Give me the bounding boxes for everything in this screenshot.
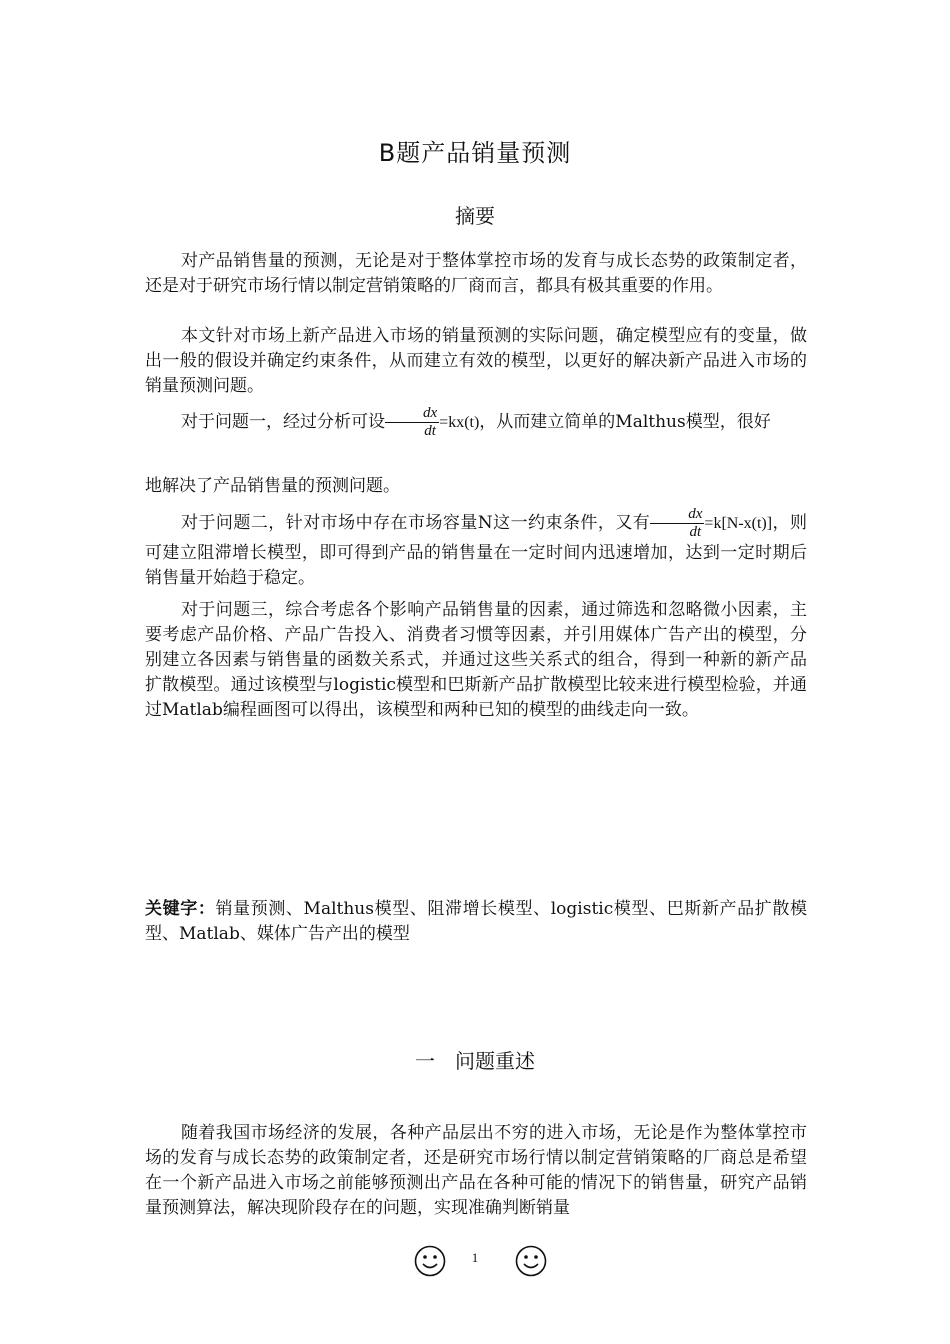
smiley-icon: [414, 1244, 446, 1278]
derivative-equation-1: [385, 405, 439, 440]
page-number: 1: [471, 1250, 479, 1265]
abstract-paragraph-1: 对产品销售量的预测，无论是对于整体掌控市场的发育与成长态势的政策制定者，还是对于研究市场行情以制定营销策略的厂商而言，都具有极其重要的作用。: [145, 251, 807, 296]
abstract-paragraph-3-line2: 地解决了产品销售量的预测问题。: [145, 476, 400, 496]
keywords: [145, 897, 807, 947]
page-footer: [0, 1244, 950, 1280]
paper-title: B题产品销量预测: [378, 139, 572, 167]
smiley-icon: [515, 1244, 547, 1278]
abstract-heading: 摘要: [455, 204, 495, 228]
section-1-paragraph-1: 随着我国市场经济的发展，各种产品层出不穷的进入市场，无论是作为整体掌控市场的发育与成长态势的政策制定者，还是研究市场行情以制定营销策略的厂商总是希望在一个新产品进入市场之前能够预测出产品在各种可能的情况下的销售量，研究产品销量预测算法，解决现阶段存在的问题，实现准确判断销量: [145, 1123, 807, 1218]
keywords-label: 关键字：: [145, 899, 216, 919]
eq1-rhs: =kx(t): [439, 414, 480, 431]
derivative-equation-2: [650, 506, 704, 541]
p3-text-after: ，从而建立简单的Malthus模型，很好: [479, 412, 771, 432]
abstract-paragraph-2: 本文针对市场上新产品进入市场的销量预测的实际问题，确定模型应有的变量，做出一般的假设并确定约束条件，从而建立有效的模型，以更好的解决新产品进入市场的销量预测问题。: [145, 326, 807, 396]
p3-text-before: 对于问题一，经过分析可设: [181, 412, 385, 432]
eq1-numerator: dx: [385, 405, 439, 423]
p4-text-before: 对于问题二，针对市场中存在市场容量N这一约束条件，又有: [181, 513, 651, 533]
abstract-paragraph-3: [145, 400, 807, 445]
section-1-heading: 一 问题重述: [415, 1049, 535, 1073]
p4-text-after: ，则可建立阻滞增长模型，即可得到产品的销售量在一定时间内迅速增加，达到一定时期后销售量开始趋于稳定。: [145, 513, 808, 588]
keywords-text: 销量预测、Malthus模型、阻滞增长模型、logistic模型、巴斯新产品扩散模型、Matlab、媒体广告产出的模型: [145, 899, 808, 944]
eq1-denominator: dt: [424, 423, 436, 439]
eq2-denominator: dt: [689, 524, 702, 540]
abstract-paragraph-5: 对于问题三，综合考虑各个影响产品销售量的因素，通过筛选和忽略微小因素，主要考虑产品价格、产品广告投入、消费者习惯等因素，并引用媒体广告产出的模型，分别建立各因素与销售量的函数关系式，并通过这些关系式的组合，得到一种新的新产品扩散模型。通过该模型与logistic模型和巴斯新产品扩散模型比较来进行模型检验，并通过Matlab编程画图可以得出，该模型和两种已知的模型的曲线走向一致。: [145, 600, 807, 720]
eq2-numerator: dx: [650, 506, 704, 524]
eq2-rhs: =k[N-x(t)]: [704, 515, 773, 532]
abstract-paragraph-4: [145, 506, 807, 591]
